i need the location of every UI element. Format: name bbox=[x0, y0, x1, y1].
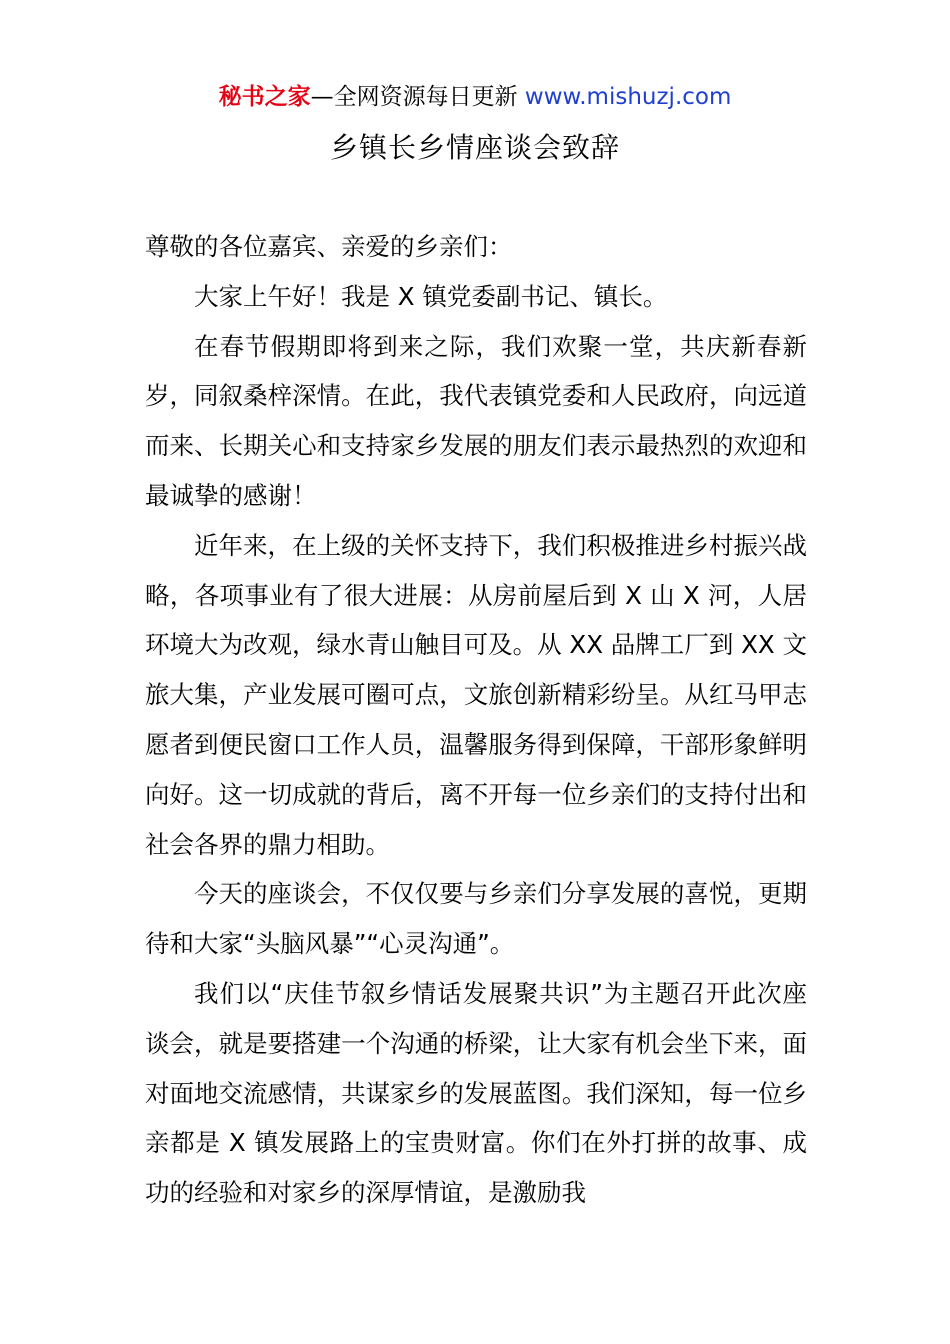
brand-name: 秘书之家 bbox=[218, 84, 311, 110]
document-title: 乡镇长乡情座谈会致辞 bbox=[329, 131, 620, 164]
paragraph: 今天的座谈会，不仅仅要与乡亲们分享发展的喜悦，更期待和大家“头脑风暴”“心灵沟通”。 bbox=[145, 879, 807, 959]
paragraph: 在春节假期即将到来之际，我们欢聚一堂，共庆新春新岁，同叙桑梓深情。在此，我代表镇党委和人民政府，向远道而来、长期关心和支持家乡发展的朋友们表示最热烈的欢迎和最诚挚的感谢！ bbox=[145, 331, 807, 510]
site-url-link[interactable]: www.mishuzj.com bbox=[524, 84, 732, 110]
paragraph: 我们以“庆佳节叙乡情话发展聚共识”为主题召开此次座谈会，就是要搭建一个沟通的桥梁，让大家有机会坐下来，面对面地交流感情，共谋家乡的发展蓝图。我们深知，每一位乡亲都是 X 镇发展路上的宝贵财富。你们在外打拼的故事、成功的经验和对家乡的深厚情谊，是激励我 bbox=[145, 978, 807, 1208]
salutation: 尊敬的各位嘉宾、亲爱的乡亲们： bbox=[145, 232, 513, 261]
paragraph: 大家上午好！我是 X 镇党委副书记、镇长。 bbox=[194, 281, 668, 311]
site-header bbox=[0, 80, 950, 114]
document-body bbox=[145, 222, 807, 1218]
paragraph: 近年来，在上级的关怀支持下，我们积极推进乡村振兴战略，各项事业有了很大进展：从房前屋后到 X 山 X 河，人居环境大为改观，绿水青山触目可及。从 XX 品牌工厂到 XX 文旅大集，产业发展可圈可点，文旅创新精彩纷呈。从红马甲志愿者到便民窗口工作人员，温馨服务得到保障，干部形象鲜明向好。这一切成就的背后，离不开每一位乡亲们的支持付出和社会各界的鼎力相助。 bbox=[145, 530, 807, 859]
site-tagline: —全网资源每日更新 bbox=[310, 84, 525, 110]
